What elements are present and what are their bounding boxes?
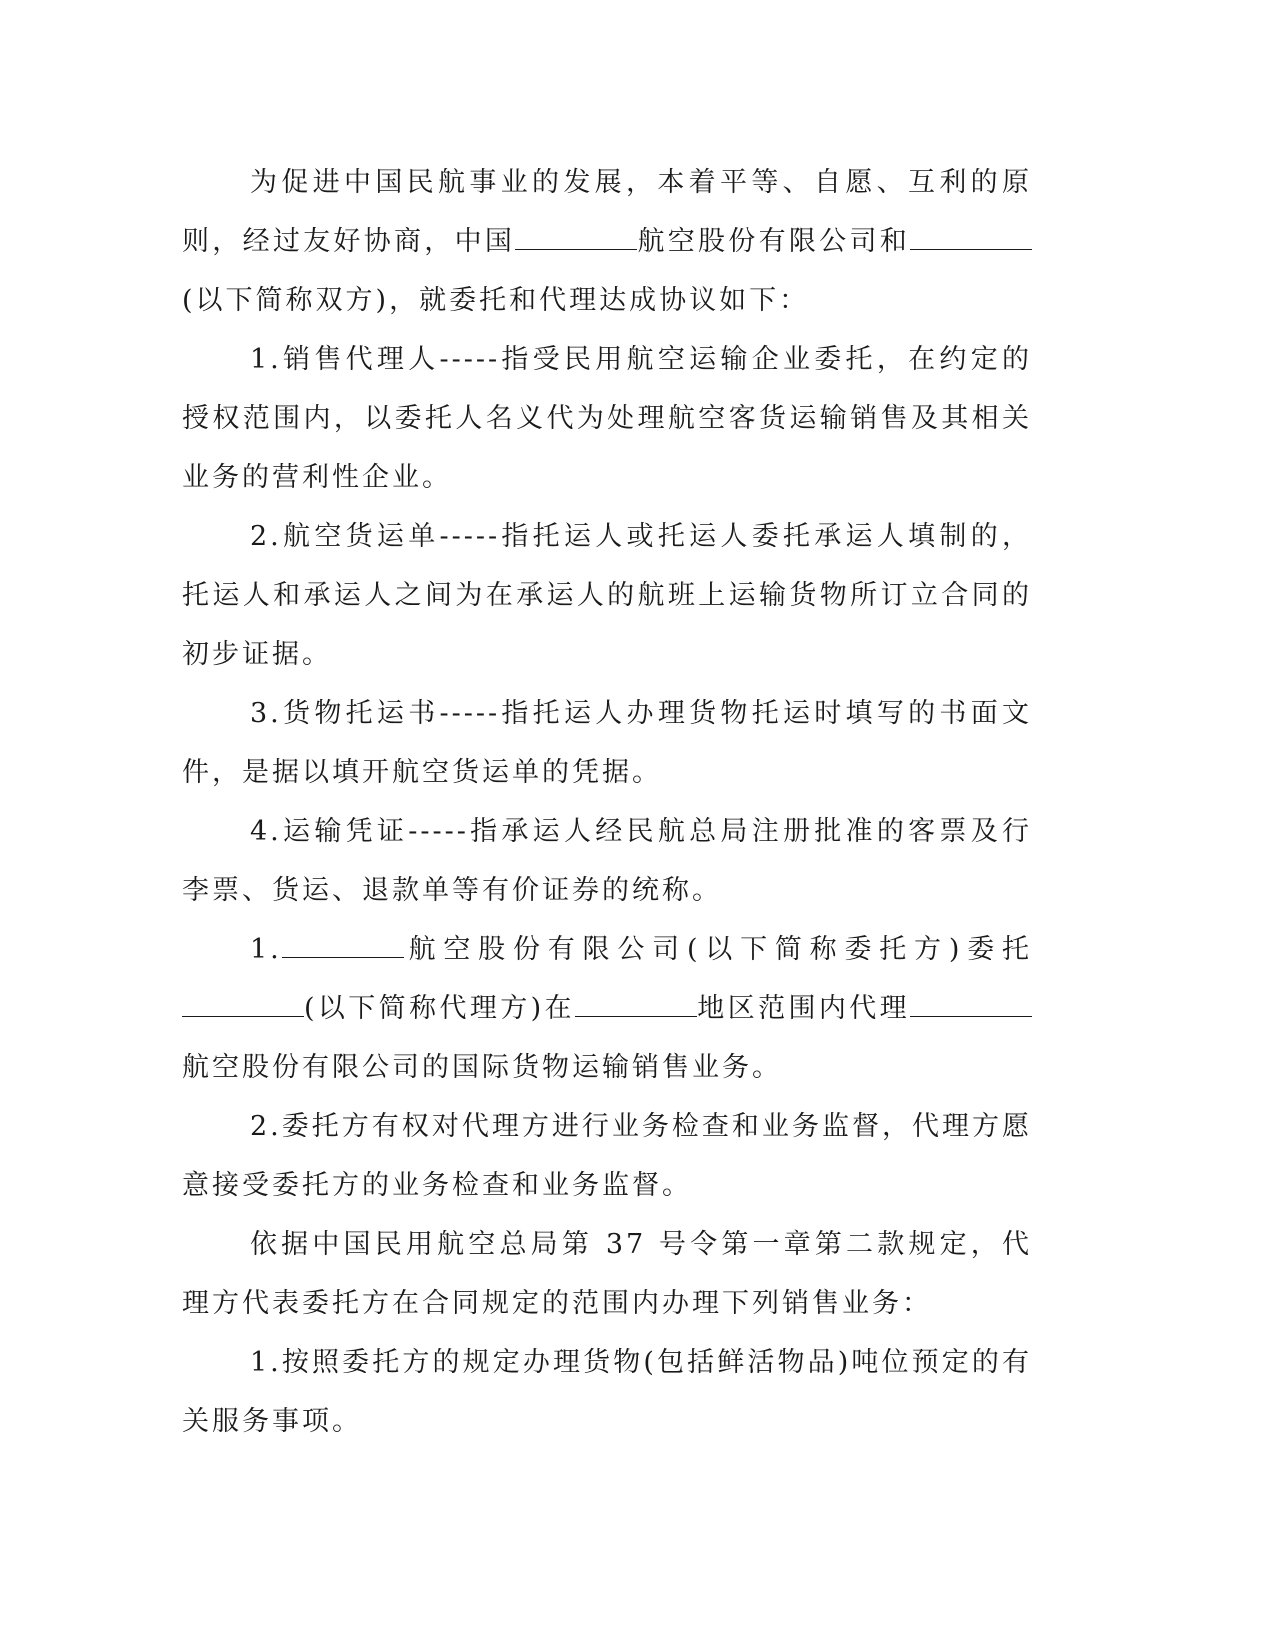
text-segment: 地区范围内代理 [696,993,910,1024]
clause-booking-services [182,1333,1032,1451]
text-segment: 1.销售代理人-----指受民用航空运输企业委托，在约定的授权范围内，以委托人名义代为处理航空客货运输销售及其相关业务的营利性企业。 [182,344,1032,493]
definition-sales-agent [182,330,1032,507]
text-segment: 3.货物托运书-----指托运人办理货物托运时填写的书面文件，是据以填开航空货运单的凭据。 [182,698,1032,788]
text-segment: 航空股份有限公司(以下简称委托方)委托 [403,934,1032,965]
text-segment: 依据中国民用航空总局第 37 号令第一章第二款规定，代理方代表委托方在合同规定的范围内办理下列销售业务： [182,1229,1032,1319]
clause-entrustment [182,920,1032,1097]
text-segment: 航空股份有限公司和 [637,226,911,257]
text-segment: 4.运输凭证-----指承运人经民航总局注册批准的客票及行李票、货运、退款单等有价证券的统称。 [182,816,1032,906]
fill-in-blank[interactable] [182,990,304,1017]
text-segment: 为促进中国民航事业的发展，本着平等、自愿、互利的原则，经过友好协商，中国 [182,167,1032,257]
definition-air-waybill [182,507,1032,684]
text-segment: 航空股份有限公司的国际货物运输销售业务。 [182,1052,782,1083]
intro-paragraph [182,153,1032,330]
document-body [182,153,1032,1451]
fill-in-blank[interactable] [910,223,1032,250]
text-segment: 2.航空货运单-----指托运人或托运人委托承运人填制的，托运人和承运人之间为在承运人的航班上运输货物所订立合同的初步证据。 [182,521,1032,670]
definition-transport-documents [182,802,1032,920]
text-segment: 2.委托方有权对代理方进行业务检查和业务监督，代理方愿意接受委托方的业务检查和业务监督。 [182,1111,1032,1201]
fill-in-blank[interactable] [575,990,697,1017]
text-segment: 1. [250,934,282,965]
text-segment: (以下简称双方)，就委托和代理达成协议如下： [182,285,810,316]
text-segment: 1.按照委托方的规定办理货物(包括鲜活物品)吨位预定的有关服务事项。 [182,1347,1032,1437]
clause-regulation-basis [182,1215,1032,1333]
fill-in-blank[interactable] [910,990,1032,1017]
definition-shipper-letter [182,684,1032,802]
text-segment: (以下简称代理方)在 [304,993,575,1024]
fill-in-blank[interactable] [515,223,637,250]
clause-supervision [182,1097,1032,1215]
fill-in-blank[interactable] [282,931,404,958]
